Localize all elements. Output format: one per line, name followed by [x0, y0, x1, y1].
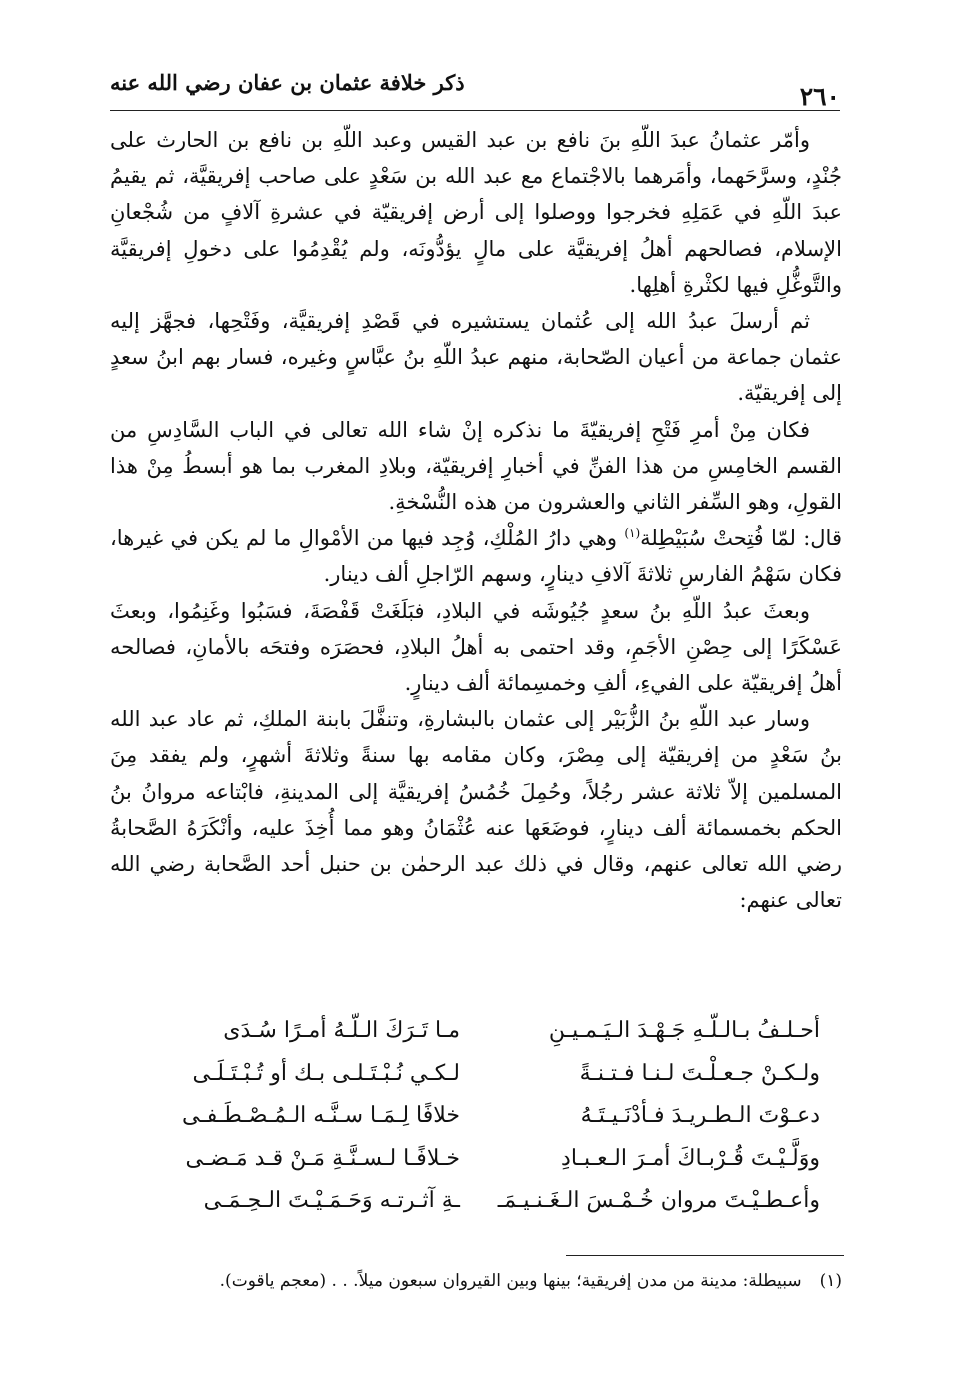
running-title: ذكر خلافة عثمان بن عفان رضي الله عنه: [110, 70, 465, 95]
verse-first-hemistich: دعـوْتَ الـطـريـدَ فـأدْنَـيـتَـهُ: [580, 1103, 820, 1128]
verse-first-hemistich: وأعـطـيْـتَ مروان خُـمْـسَ الـغَـنـيـمَـ: [497, 1188, 820, 1213]
verse-second-hemistich: خلافًا لِـمَـا سـنَّـه الـمُـصْـطَـفـى: [181, 1103, 460, 1128]
verse-line: [130, 1018, 820, 1061]
quote-text-start: قال: لمّا فُتِحتْ سُبَيْطِلة: [640, 526, 842, 551]
verse-second-hemistich: ـةِ آثـرتـه وَحَـمَـيْـتَ الـحِـمَـى: [203, 1188, 460, 1213]
footnote: [150, 1268, 842, 1294]
paragraph: وبعثَ عبدُ اللّهِ بنُ سعدٍ جُيُوشَه في البلادِ، فبَلَغَتْ قَفْصَةَ، فسَبُوا وغَنِمُوا، وبعثَ عَسْكَرًا إلى حِصْنِ الأجَمِ، وقد احتمى به أهلُ البلادِ، فحصَرَه وفتحَه بالأمانِ، فصالحه أهلُ إفريقيّة على الفيءِ، ألفِ وخمسِمائة ألف دينارٍ.: [110, 598, 842, 696]
verse-line: [130, 1103, 820, 1146]
footnote-text: سبيطلة: مدينة من مدن إفريقية؛ بينها وبين القيروان سبعون ميلاً. . . (معجم ياقوت).: [219, 1271, 802, 1291]
header-divider: [110, 110, 840, 111]
paragraph: ثم أرسلَ عبدُ الله إلى عُثمان يستشيره في قَصْدِ إفريقيَّة، وفَتْحِها، فجهَّز إليه عثمان جماعة من أعيان الصّحابة، منهم عبدُ اللّهِ بنُ عبَّاسٍ وغيره، فسار بهم ابنُ سعدٍ إلى إفريقيّة.: [110, 309, 842, 406]
verse-first-hemistich: أحـلـفُ بـالـلّـهِ جَـهْـدَ الـيَـمـيـنِ: [548, 1018, 820, 1043]
quote-text-end: وهي دارُ المُلْكِ، وُجِد فيها من الأمْوالِ ما لم يكن في غيرها، فكان سَهْمُ الفارسِ ثلاثةَ آلافِ دينارٍ، وسهم الرّاجلِ ألف دينار.: [110, 526, 842, 587]
main-text: [110, 122, 842, 918]
verse-first-hemistich: ووَلَّـيْـتَ قُـرْبـاكَ أمـرَ الـعـبـادِ: [561, 1145, 820, 1171]
verse-second-hemistich: مـا تَـرَكَ الـلّـهُ أمـرًا سُـدَى: [223, 1018, 460, 1043]
verse-line: [130, 1061, 820, 1104]
paragraph: وأمّر عثمانُ عبدَ اللّهِ بنَ نافع بن عبد القيس وعبد اللّهِ بن نافع بن الحارث على جُنْدٍ، وسرَّحَهما، وأمَرهما بالاجْتماع مع عبد الله بن سَعْدٍ على صاحب إفريقيَّة، ثم يقيمُ عبدَ اللّهِ في عَمَلِهِ فخرجوا ووصلوا إلى أرض إفريقيّة في عشرةِ آلافٍ من شُجْعانِ الإسلام، فصالحهم أهلُ إفريقيَّة على مالٍ يؤدُّونَه، ولم يُقْدِمُوا على دخولِ إفريقيَّة والتَّوغُّلِ فيها لكثْرةِ أهلِها.: [110, 128, 842, 297]
page-header: [110, 70, 840, 111]
verse-second-hemistich: خـلافًـا لـسـنَّـةِ مَـنْ قـد مَـضـى: [185, 1145, 460, 1171]
footnote-number: (١): [819, 1271, 842, 1291]
poem: [130, 1018, 820, 1231]
verse-first-hemistich: ولـكـنْ جـعـلْـتَ لـنـا فـتـنـةً: [579, 1060, 820, 1086]
paragraph: [110, 520, 842, 592]
verse-line: [130, 1188, 820, 1231]
footnote-reference[interactable]: (١): [624, 526, 641, 541]
verse-line: [130, 1146, 820, 1189]
footnote-divider: [566, 1255, 844, 1256]
paragraph: وسار عبد اللّهِ بنُ الزُّبَيْر إلى عثمان بالبشارةِ، وتنفَّلَ بابنة الملكِ، ثم عاد عبد الله بنُ سَعْدٍ من إفريقيّة إلى مِصْرَ، وكان مقامه بها سنةً وثلاثةَ أشهرٍ، ولم يفقد مِنَ المسلمين إلاّ ثلاثة عشر رجُلاً، وحُمِلَ خُمُسُ إفريقيَّة إلى المدينةِ، فابْتاعه مروانُ بنُ الحكم بخمسمائة ألف دينارٍ، فوضَعَها عنه عُثْمَانُ وهو مما أُخِذَ عليه، وأنْكَرَهُ الصَّحابةُ رضي الله تعالى عنهم، وقال في ذلك عبد الرحمٰن بن حنبل أحد الصَّحابة رضي الله تعالى عنهم:: [110, 707, 842, 913]
paragraph: فكان مِنْ أمرِ فَتْحِ إفريقيّةَ ما نذكره إنْ شاء الله تعالى في الباب السَّادِسِ من القسم الخامِسِ من هذا الفنِّ في أخبارِ إفريقيّة، وبلادِ المغرب بما هو أبسطُ مِنْ هذا القولِ، وهو السِّفر الثاني والعشرون من هذه النُّسْخةِ.: [110, 417, 842, 515]
page-number: ٢٦٠: [799, 82, 840, 111]
verse-second-hemistich: لـكـي نُـبْـتَـلـى بـك أو تُـبْـتَـلَـى: [192, 1060, 460, 1086]
